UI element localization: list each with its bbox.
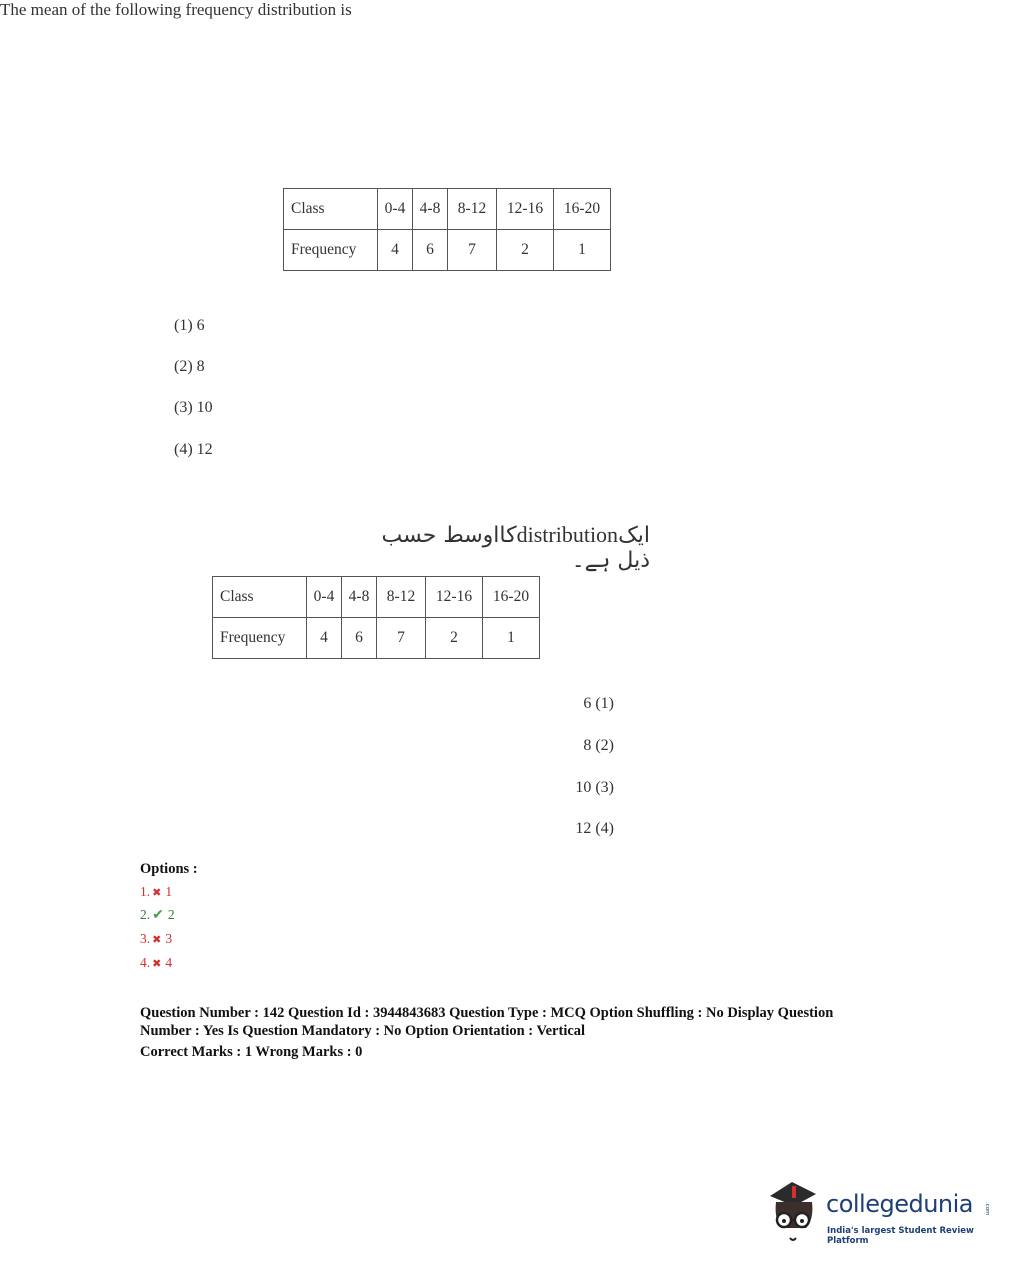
option-urdu-2: 8 (2): [583, 737, 614, 754]
marks-line: Correct Marks : 1 Wrong Marks : 0: [140, 1044, 363, 1060]
collegedunia-logo: [766, 1176, 996, 1248]
class-cell: 12-16: [497, 189, 554, 230]
question-text-english: The mean of the following frequency distribution is: [0, 0, 352, 19]
urdu-prefix: ایک: [618, 523, 650, 548]
frequency-cell: 7: [448, 230, 497, 271]
option-english-2: (2) 8: [174, 358, 205, 375]
frequency-cell: 1: [483, 618, 540, 659]
option-urdu-4: 12 (4): [575, 820, 614, 837]
urdu-suffix: کااوسط حسب ذیل ہے۔: [381, 523, 650, 573]
class-cell: 0-4: [378, 189, 413, 230]
class-header: Class: [213, 577, 307, 618]
frequency-cell: 6: [342, 618, 377, 659]
class-cell: 4-8: [342, 577, 377, 618]
answer-number: 4.: [140, 955, 151, 970]
cross-icon: ✖: [152, 887, 162, 899]
logo-name: collegedunia: [826, 1190, 974, 1218]
answer-option-1: [140, 884, 172, 900]
cross-icon: ✖: [152, 934, 162, 946]
class-cell: 12-16: [426, 577, 483, 618]
logo-com: .com: [984, 1202, 990, 1216]
mascot-icon: [766, 1176, 826, 1248]
class-cell: 16-20: [554, 189, 611, 230]
logo-tagline: India's largest Student Review Platform: [827, 1226, 974, 1246]
frequency-cell: 1: [554, 230, 611, 271]
frequency-header: Frequency: [284, 230, 378, 271]
answer-option-4: [140, 955, 172, 971]
metadata-line-1: Question Number : 142 Question Id : 3944843683 Question Type : MCQ Option Shuffling : No Display Question: [140, 1005, 834, 1021]
frequency-cell: 4: [378, 230, 413, 271]
option-urdu-3: 10 (3): [575, 779, 614, 796]
answer-number: 1.: [140, 884, 151, 899]
frequency-cell: 6: [413, 230, 448, 271]
option-english-4: (4) 12: [174, 441, 213, 458]
answer-option-3: [140, 931, 172, 947]
frequency-header: Frequency: [213, 618, 307, 659]
option-english-1: (1) 6: [174, 317, 205, 334]
class-cell: 16-20: [483, 577, 540, 618]
question-metadata: [140, 1004, 910, 1040]
answer-value: 1: [165, 884, 173, 899]
class-cell: 8-12: [448, 189, 497, 230]
urdu-english-word: distribution: [516, 522, 619, 547]
metadata-line-2: Number : Yes Is Question Mandatory : No Option Orientation : Vertical: [140, 1023, 586, 1039]
class-cell: 0-4: [307, 577, 342, 618]
option-urdu-1: 6 (1): [583, 695, 614, 712]
check-icon: ✔: [152, 908, 164, 923]
class-cell: 8-12: [377, 577, 426, 618]
class-cell: 4-8: [413, 189, 448, 230]
answer-value: 2: [167, 907, 175, 922]
frequency-cell: 2: [426, 618, 483, 659]
frequency-cell: 7: [377, 618, 426, 659]
frequency-cell: 2: [497, 230, 554, 271]
answer-number: 2.: [140, 907, 151, 922]
frequency-table-english: [283, 188, 611, 271]
class-header: Class: [284, 189, 378, 230]
options-title: Options :: [140, 861, 198, 877]
answer-number: 3.: [140, 931, 151, 946]
answer-value: 3: [165, 931, 173, 946]
answer-option-2: [140, 907, 175, 924]
frequency-table-urdu: [212, 576, 540, 659]
option-english-3: (3) 10: [174, 399, 213, 416]
cross-icon: ✖: [152, 958, 162, 970]
answer-value: 4: [165, 955, 173, 970]
question-text-urdu: [370, 522, 650, 573]
frequency-cell: 4: [307, 618, 342, 659]
